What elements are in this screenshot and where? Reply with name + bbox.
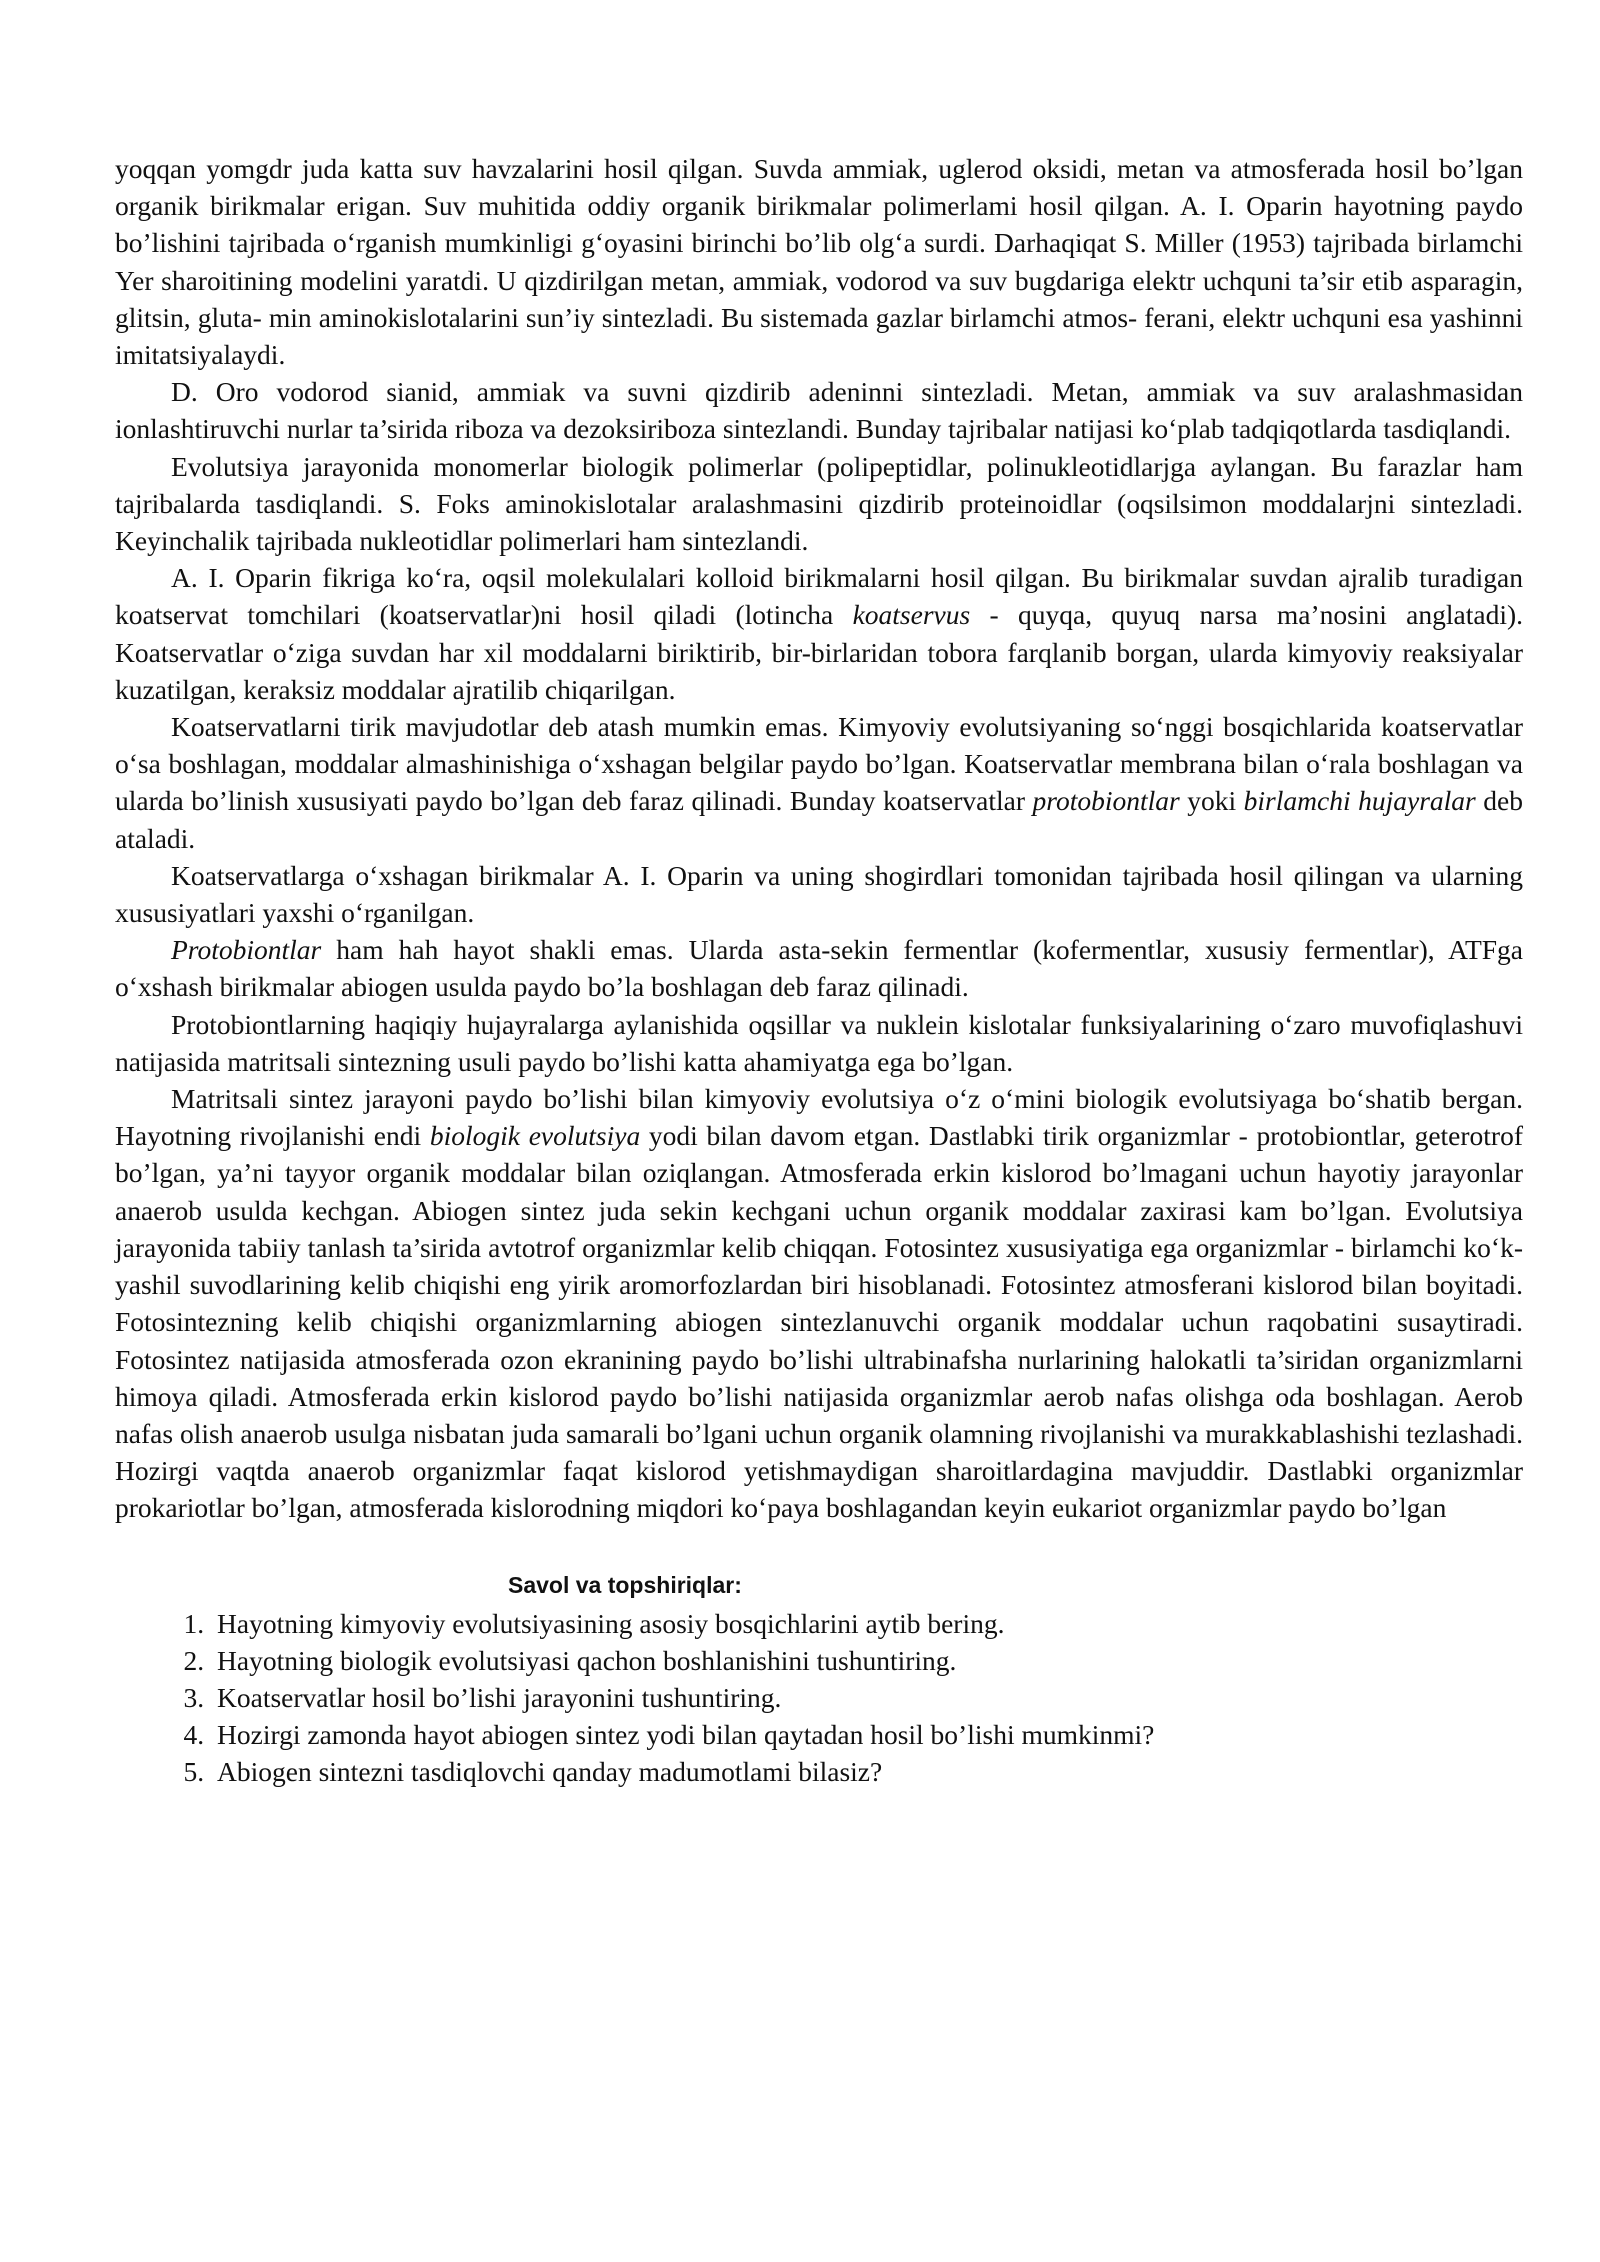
paragraph (115, 1006, 1523, 1080)
document-page (115, 150, 1523, 1791)
text-run: yoqqan yomgdr juda katta suv havzalarini hosil qilgan. Suvda ammiak, uglerod oksidi, metan va atmosferada hosil bo’lgan organik birikmalar erigan. Suv muhitida oddiy organik birikmalar polimerlami hosil qilgan. A. I. Oparin hayotning paydo bo’lishini tajribada o‘rganish mumkinligi g‘oyasini birinchi bo’lib olg‘a surdi. Darhaqiqat S. Miller (1953) tajribada birlamchi Yer sharoitining modelini yaratdi. U qizdirilgan metan, ammiak, vodorod va suv bugdariga elektr uchquni ta’sir etib asparagin, glitsin, gluta- min aminokislotalarini sun’iy sintezladi. Bu sistemada gazlar birlamchi atmos- ferani, elektr uchquni esa yashinni imitatsiyalaydi. (115, 153, 1523, 371)
paragraph (115, 931, 1523, 1005)
paragraph (115, 150, 1523, 373)
italic-term: birlamchi hujayralar (1243, 785, 1476, 817)
paragraph (115, 448, 1523, 560)
paragraph (115, 373, 1523, 447)
text-run: Koatservatlarni tirik mavjudotlar deb atash mumkin emas. Kimyoviy evolutsiyaning so‘nggi bosqichlarida koatservatlar o‘sa boshlagan, moddalar almashinishiga o‘xshagan belgilar paydo bo’lgan. Koatservatlar membrana bilan o‘rala boshlagan va ularda bo’linish xususiyati paydo bo’lgan deb faraz qilinadi. Bunday koatservatlar (115, 711, 1523, 817)
paragraph (115, 708, 1523, 857)
italic-term: Protobiontlar (171, 934, 322, 966)
italic-term: protobiontlar (1032, 785, 1180, 817)
question-item: 5. Abiogen sintezni tasdiqlovchi qanday madumotlami bilasiz? (211, 1753, 1523, 1790)
italic-term: biologik evolutsiya (429, 1120, 641, 1152)
question-item: 1. Hayotning kimyoviy evolutsiyasining asosiy bosqichlarini aytib bering. (211, 1605, 1523, 1642)
text-run: - quyqa, quyuq narsa ma’nosini anglatadi). Koatservatlar o‘ziga suvdan har xil moddalarni biriktirib, bir-birlaridan tobora farqlanib borgan, ularda kimyoviy reaksiyalar kuzatilgan, keraksiz moddalar ajratilib chiqarilgan. (115, 599, 1523, 705)
text-run: Matritsali sintez jarayoni paydo bo’lishi bilan kimyoviy evolutsiya o‘z o‘mini biologik evolutsiyaga bo‘shatib bergan. Hayotning rivojlanishi endi (115, 1083, 1523, 1152)
text-run: yoki (1179, 785, 1244, 817)
text-run: Protobiontlarning haqiqiy hujayralarga aylanishida oqsillar va nuklein kislotalar funksiyalarining o‘zaro muvofiqlashuvi natijasida matritsali sintezning usuli paydo bo’lishi katta ahamiyatga ega bo’lgan. (115, 1008, 1523, 1077)
body-text (115, 150, 1523, 1527)
questions-list (115, 1605, 1523, 1791)
text-run: Koatservatlarga o‘xshagan birikmalar A. I. Oparin va uning shogirdlari tomonidan tajribada hosil qilingan va ularning xususiyatlari yaxshi o‘rganilgan. (115, 859, 1523, 929)
text-run: Evolutsiya jarayonida monomerlar biologik polimerlar (polipeptidlar, polinukleotidlarjga aylangan. Bu farazlar ham tajribalarda tasdiqlandi. S. Foks aminokislotalar aralashmasini qizdirib proteinoidlar (oqsilsimon moddalarjni sintezladi. Keyinchalik tajribada nukleotidlar polimerlari ham sintezlandi. (115, 450, 1523, 557)
text-run: yodi bilan davom etgan. Dastlabki tirik organizmlar - protobiontlar, geterotrof bo’lgan, ya’ni tayyor organik moddalar bilan oziqlangan. Atmosferada erkin kislorod bo’lmagani uchun hayotiy jarayonlar anaerob usulda kechgan. Abiogen sintez juda sekin kechgani uchun organik moddalar zaxirasi kam bo’lgan. Evolutsiya jarayonida tabiiy tanlash ta’sirida avtotrof organizmlar kelib chiqqan. Fotosintez xususiyatiga ega organizmlar - birlamchi ko‘k-yashil suvodlarining kelib chiqishi eng yirik aromorfozlardan biri hisoblanadi. Fotosintez atmosferani kislorod bilan boyitadi. Fotosintezning kelib chiqishi organizmlarning abiogen sintezlanuvchi organik moddalar uchun raqobatini susaytiradi. Fotosintez natijasida atmosferada ozon ekranining paydo bo’lishi ultrabinafsha nurlarining halokatli ta’siridan organizmlarni himoya qiladi. Atmosferada erkin kislorod paydo bo’lishi natijasida organizmlar aerob nafas olishga oda boshlagan. Aerob nafas olish anaerob usulga nisbatan juda samarali bo’lgani uchun organik olamning rivojlanishi va murakkablashishi tezlashadi. Hozirgi vaqtda anaerob organizmlar faqat kislorod yetishmaydigan sharoitlardagina mavjuddir. Dastlabki organizmlar prokariotlar bo’lgan, atmosferada kislorodning miqdori ko‘paya boshlagandan keyin eukariot organizmlar paydo bo’lgan (115, 1120, 1523, 1524)
question-item: 4. Hozirgi zamonda hayot abiogen sintez yodi bilan qaytadan hosil bo’lishi mumkinmi? (211, 1716, 1523, 1753)
text-run: deb ataladi. (115, 785, 1523, 854)
text-run: ham hah hayot shakli emas. Ularda asta-sekin fermentlar (kofermentlar, xususiy fermentlar), ATFga o‘xshash birikmalar abiogen usulda paydo bo’la boshlagan deb faraz qilinadi. (115, 934, 1523, 1003)
paragraph (115, 1080, 1523, 1526)
text-run: A. I. Oparin fikriga ko‘ra, oqsil molekulalari kolloid birikmalarni hosil qilgan. Bu birikmalar suvdan ajralib turadigan koatservat tomchilari (koatservatlar)ni hosil qiladi (lotincha (115, 562, 1523, 631)
question-item: 2. Hayotning biologik evolutsiyasi qachon boshlanishini tushuntiring. (211, 1642, 1523, 1679)
paragraph (115, 857, 1523, 931)
italic-term: koatservus (852, 599, 971, 631)
text-run: D. Oro vodorod sianid, ammiak va suvni qizdirib adeninni sintezladi. Metan, ammiak va suv aralashmasidan ionlashtiruvchi nurlar ta’sirida riboza va dezoksiriboza sintezlandi. Bunday tajribalar natijasi ko‘plab tadqiqotlarda tasdiqlandi. (115, 376, 1523, 445)
question-item: 3. Koatservatlar hosil bo’lishi jarayonini tushuntiring. (211, 1679, 1523, 1716)
questions-heading: Savol va topshiriqlar: (508, 1571, 742, 1598)
paragraph (115, 559, 1523, 708)
